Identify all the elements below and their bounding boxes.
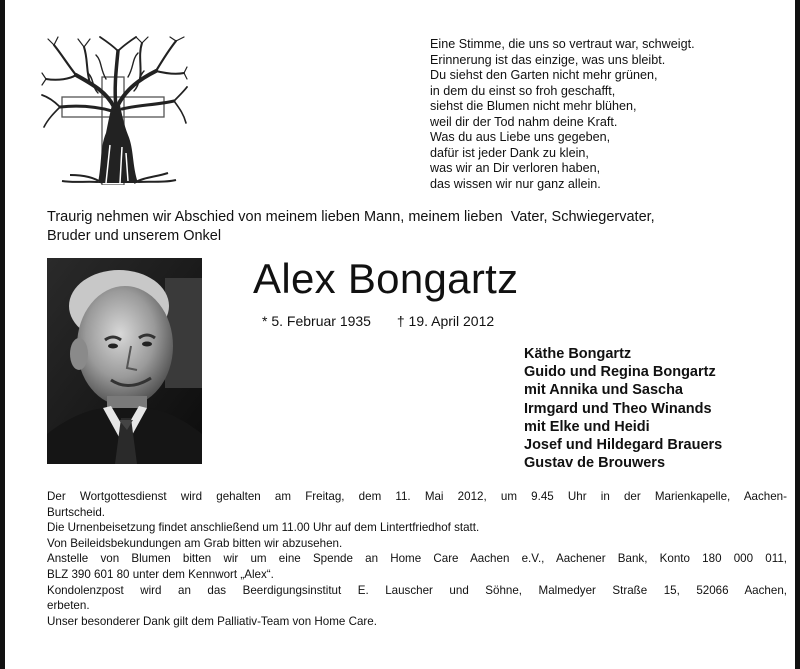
intro-line-2: Bruder und unserem Onkel: [47, 228, 222, 244]
family-member: Irmgard und Theo Winands: [524, 400, 712, 417]
family-list: [524, 345, 722, 472]
poem-line: Eine Stimme, die uns so vertraut war, schweigt.: [430, 37, 695, 51]
family-member: mit Annika und Sascha: [524, 382, 683, 399]
family-member: mit Elke und Heidi: [524, 418, 650, 435]
family-member: Käthe Bongartz: [524, 346, 632, 362]
intro-line-1: Traurig nehmen wir Abschied von meinem lieben Mann, meinem lieben Vater, Schwiegervater,: [47, 209, 655, 225]
intro-text: [47, 208, 787, 246]
notices: [47, 489, 787, 629]
poem-line: was wir an Dir verloren haben,: [430, 161, 601, 175]
family-member: Guido und Regina Bongartz: [524, 364, 716, 381]
notice-line: Die Urnenbeisetzung findet anschließend um 11.00 Uhr auf dem Lintertfriedhof statt.: [47, 521, 480, 535]
poem-line: Was du aus Liebe uns gegeben,: [430, 130, 611, 144]
poem-line: in dem du einst so froh geschafft,: [430, 83, 616, 98]
tree-cross-illustration: [40, 35, 188, 185]
family-member: Gustav de Brouwers: [524, 455, 666, 472]
portrait-photo: [47, 258, 202, 464]
family-member: Josef und Hildegard Brauers: [524, 437, 723, 454]
poem-line: weil dir der Tod nahm deine Kraft.: [430, 114, 618, 129]
poem-line: siehst die Blumen nicht mehr blühen,: [430, 99, 637, 113]
life-dates: [262, 313, 494, 329]
poem-line: Du siehst den Garten nicht mehr grünen,: [430, 68, 658, 82]
poem-line: Erinnerung ist das einzige, was uns bleibt.: [430, 52, 666, 67]
birth-date: * 5. Februar 1935: [262, 313, 371, 329]
notice-line: Der Wortgottesdienst wird gehalten am Freitag, dem 11. Mai 2012, um 9.45 Uhr in der Marienkapelle, Aachen-: [47, 490, 787, 503]
notice-line: Kondolenzpost wird an das Beerdigungsinstitut E. Lauscher und Söhne, Malmedyer Straße 15, 52066 Aachen,: [47, 583, 787, 597]
poem-line: das wissen wir nur ganz allein.: [430, 176, 601, 191]
notice-line: Unser besonderer Dank gilt dem Palliativ-Team von Home Care.: [47, 614, 377, 628]
notice-line: Von Beileidsbekundungen am Grab bitten wir abzusehen.: [47, 536, 343, 550]
notice-line: Anstelle von Blumen bitten wir um eine Spende an Home Care Aachen e.V., Aachener Bank, Konto 180 000 011,: [47, 552, 787, 566]
notice-line: BLZ 390 601 80 unter dem Kennwort „Alex“.: [47, 567, 274, 581]
poem-line: dafür ist jeder Dank zu klein,: [430, 145, 589, 160]
notice-line: erbeten.: [47, 599, 90, 613]
poem: [430, 37, 695, 192]
deceased-name: Alex Bongartz: [253, 255, 519, 302]
death-date: † 19. April 2012: [396, 313, 495, 329]
notice-line: Burtscheid.: [47, 505, 105, 519]
